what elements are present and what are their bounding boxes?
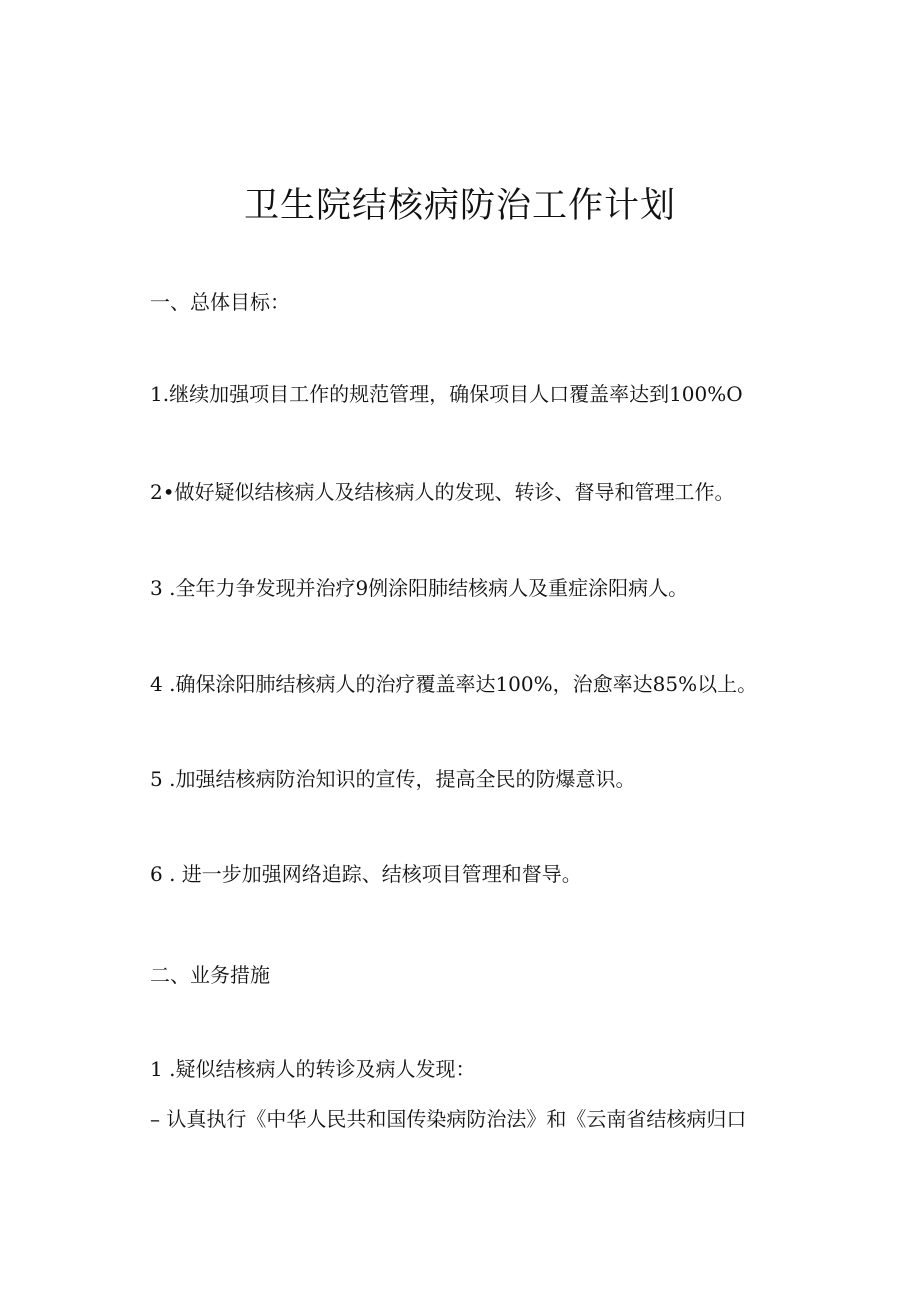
section-heading-measures: 二、业务措施 bbox=[150, 963, 270, 987]
measure-item-2: – 认真执行《中华人民共和国传染病防治法》和《云南省结核病归口 bbox=[150, 1107, 747, 1131]
goal-item-1: 1.继续加强项目工作的规范管理，确保项目人口覆盖率达到100%O bbox=[150, 382, 743, 406]
goal-item-5: 5 .加强结核病防治知识的宣传，提高全民的防爆意识。 bbox=[150, 767, 636, 791]
goal-item-4: 4 .确保涂阳肺结核病人的治疗覆盖率达100%，治愈率达85%以上。 bbox=[150, 672, 758, 696]
goal-item-3: 3 .全年力争发现并治疗9例涂阳肺结核病人及重症涂阳病人。 bbox=[150, 576, 689, 600]
goal-item-6: 6 . 进一步加强网络追踪、结核项目管理和督导。 bbox=[150, 862, 582, 886]
section-heading-goals: 一、总体目标： bbox=[150, 290, 290, 314]
document-title: 卫生院结核病防治工作计划 bbox=[243, 186, 676, 226]
measure-item-1: 1 .疑似结核病人的转诊及病人发现： bbox=[150, 1057, 476, 1081]
goal-item-2: 2•做好疑似结核病人及结核病人的发现、转诊、督导和管理工作。 bbox=[150, 480, 735, 504]
